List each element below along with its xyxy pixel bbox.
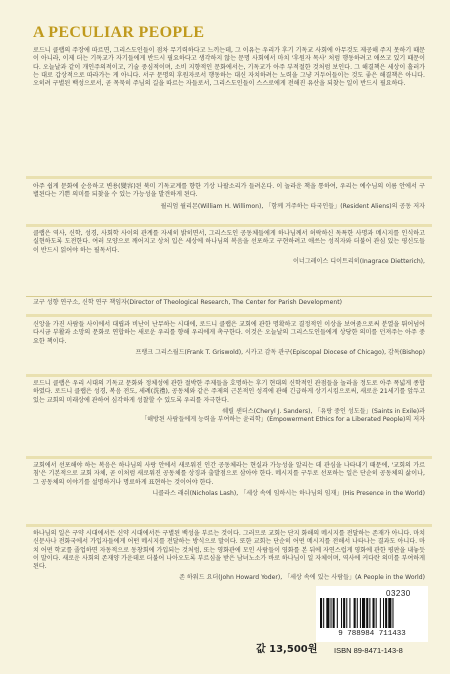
endorsement-lash: [33, 462, 425, 498]
endorsement-attribution: 윌리엄 윌리몬(William H. Willimon), 「함께 거주하는 타국인들」(Resident Aliens)의 공동 저자: [160, 202, 425, 210]
endorsement-willimon: [33, 183, 425, 211]
barcode-stripe: [343, 598, 345, 628]
section-divider: [26, 374, 432, 377]
barcode-stripe: [376, 598, 377, 628]
barcode-stripe: [388, 598, 391, 628]
endorsement-attribution-role: 교구 성향 연구소, 신학 연구 책임자(Director of Theological Research, The Center for Parish Development): [33, 299, 342, 306]
endorsement-text: 로드니 클랩은 우리 시대의 기독교 문화와 정체성에 관한 절박한 주제들을 호명하는 후기 현대의 신학적인 관점들을 놀라울 정도로 아주 폭넓게 종합하였다. 로드니 클랩은 성경, 복음 전도, 세례(洗禮), 공동체와 같은 주제의 근본적인 성격에 관해 긴급하게 상기시킴으로써, 새로운 21세기를 앞두고 있는 교회의 미래상에 관하여 심각하게 성찰할 수 있도록 우리를 자극한다.: [33, 380, 425, 404]
barcode-stripe: [366, 598, 368, 628]
endorsement-dietterich-role: [33, 299, 425, 307]
endorsement-sanders: [33, 380, 425, 424]
endorsement-attribution: 프랭크 그리스월드(Frank T. Griswold), 시카고 감독 관구(Episcopal Diocese of Chicago), 감독(Bishop): [135, 348, 425, 356]
endorsement-attribution: 쉐릴 샌더스(Cheryl J. Sanders), 「유랑 중인 성도들」(Saints in Exile)과: [222, 407, 425, 415]
barcode-stripe: [323, 598, 324, 628]
barcode-stripe: [380, 598, 381, 628]
barcode-number: 9 788984 711433: [338, 630, 406, 638]
barcode-stripe: [341, 598, 342, 628]
barcode-stripe: [331, 598, 332, 628]
barcode-stripe: [369, 598, 370, 628]
barcode-stripe: [320, 598, 322, 628]
isbn-label: ISBN 89-8471-143-8: [334, 646, 403, 655]
barcode-stripe: [333, 598, 335, 628]
barcode-stripe: [326, 598, 329, 628]
barcode-stripe: [383, 598, 384, 628]
barcode-stripe: [385, 598, 387, 628]
barcode-stripe: [354, 598, 356, 628]
barcode-stripe: [360, 598, 361, 628]
endorsement-text: 클랩은 역사, 신학, 성경, 사회학 사이의 관계를 자세히 밝히면서, 그리스도인 공동체들에게 하나님께서 허락하신 독특한 사명과 메시지를 인식하고 실현하도록 도전한다. 여러 모양으로 깨어지고 상처 입은 세상에 하나님의 복음을 선포하고 구현하려고 애쓰는 성직자와 더불어 관심 있는 평신도들이 반드시 읽어야 하는 필독서다.: [33, 230, 425, 254]
section-divider: [26, 456, 432, 459]
endorsement-text: 신앙을 가진 사람들 사이에서 대립과 비난이 난무하는 시대에, 로드니 클랩은 교회에 관한 명확하고 결정적인 이상을 보여줌으로써 분열을 뛰어넘어 다시금 부활과 소망의 문화로 연합하는 새로운 우리를 향해 우리에게 촉구한다. 이것은 오늘날의 그리스도인들에게 상당한 의미를 던져주는 아주 중요한 책이다.: [33, 321, 425, 345]
endorsement-yoder: [33, 530, 425, 583]
endorsement-attribution-2: 「해방된 사람들에게 능력을 부여하는 윤리학」(Empowerment Ethics for a Liberated People)의 저자: [140, 416, 425, 424]
endorsement-attribution: 니콜라스 래쉬(Nicholas Lash), 「세상 속에 임하시는 하나님의 임재」(His Presence in the World): [152, 489, 425, 497]
section-divider: [26, 314, 432, 317]
barcode-stripe: [362, 598, 365, 628]
barcode-stripe: [346, 598, 347, 628]
barcode-stripe: [357, 598, 358, 628]
endorsement-dietterich: [33, 230, 425, 266]
endorsement-attribution: 존 하워드 요더(John Howard Yoder), 「세상 속에 있는 사람들」(A People in the World): [179, 574, 425, 582]
price-label: 값 13,500원: [256, 644, 318, 655]
endorsement-griswold: [33, 321, 425, 357]
endorsement-text: 하나님의 일은 구약 시대에서든 신약 시대에서든 구별된 백성을 부르는 것이다. 그러므로 교회는 단지 화해의 메시지를 전달하는 존재가 아니다. 마치 신문사나 전화국에서 가입자들에게 어떤 메시지를 전달하는 방식으로 말이다. 또한 교회는 단순히 어떤 메시지를 전해서 나타나는 결과도 아니다. 마치 어떤 학교를 졸업하면 자동적으로 동창회에 가입되는 것처럼, 또는 영화관에 모인 사람들이 영화를 본 뒤에 자연스럽게 영화에 관한 평판을 내놓듯이 말이다. 새로운 사회의 존재양 가운데로 더불어 나아오도록 부르심을 받은 남녀노소가 바로 하나님이 일 자체이며, 역사에 커다란 의미를 부여하게 된다.: [33, 530, 425, 571]
endorsement-attribution: 이너그레이스 디이트리히(Inagrace Dietterich),: [293, 257, 425, 265]
intro-text: 로드니 클랩의 주장에 따르면, 그리스도인들이 점차 무기력하다고 느끼는데, 그 이유는 우리가 후기 기독교 사회에 아무것도 제공해 주지 못하기 때문이 아니라, 이제 더는 기독교가 자기들에게 반드시 필요하다고 생각하지 않는 문명 사회에서 마치 '후원자 목사' 처럼 행동하려고 애쓰고 있기 때문이다. 오늘날과 같이 개인주의적이고, 기술 중심적이며, 소비 지향적인 문화에서는, 기독교가 아주 부적절한 것처럼 보인다. 그 해결책은 세상이 흘러가는 대로 갑상적으로 따라가는 게 아니다. 서구 문명의 후원자로서 행동하는 대신 자치하려는 노력을 그냥 거두어들이는 것도 좋은 해결책은 아니다. 오히려 구별된 백성으로서, 곧 목묵히 주님의 길을 따르는 자들로서, 그리스도인들이 스스로에게 전해진 유산을 되찾는 일이 반드시 필요하다.: [33, 47, 425, 88]
book-title: A PECULIAR PEOPLE: [33, 24, 205, 41]
barcode-stripe: [349, 598, 350, 628]
barcode-icon: [318, 598, 426, 628]
endorsement-text: 교회에서 선포해야 하는 복음은 하나님의 사랑 안에서 새로워진 인간 공동체라는 현실과 가능성을 알리는 데 관심을 나타내기 때문에, '교회의 가르침'은 기본적으로 교회 자체, 곧 이처럼 새로워진 공동체를 상징과 출발점으로 삼아야 한다. 메시지를 구두로 선포하는 일은 단순히 공동체의 삶이나, 그 공동체의 이야기를 설명하거나 명료하게 표현하는 것이어야 한다.: [33, 462, 425, 486]
barcode-stripe: [392, 598, 393, 628]
barcode-addon: 03230: [386, 589, 411, 598]
barcode-stripe: [337, 598, 338, 628]
intro-section: [33, 47, 425, 88]
section-divider: [26, 524, 432, 527]
section-divider: [26, 176, 432, 179]
endorsement-text: 아주 쉽게 문화에 순응하고 변용(變容)된 북미 기독교계를 향한 기상 나팔소리가 들려온다. 이 놀라운 책을 통하여, 우리는 예수님의 이름 안에서 구별된다는 기쁜 의미를 되찾을 수 있는 가능성을 발견하게 된다.: [33, 183, 425, 199]
barcode-stripe: [373, 598, 375, 628]
section-rule: [26, 296, 432, 297]
section-divider: [26, 224, 432, 227]
